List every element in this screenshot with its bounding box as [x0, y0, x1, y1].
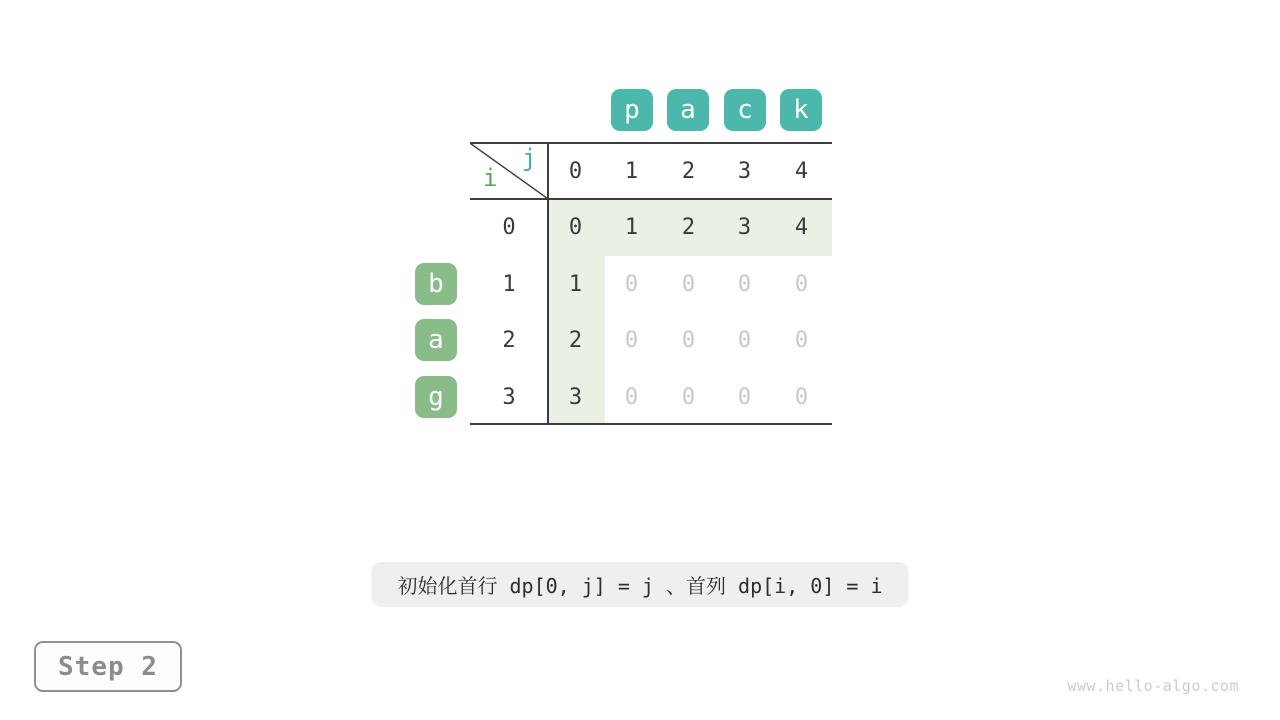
- char-tile-col-c: [724, 89, 766, 131]
- dp-cell-0-2: 2: [681, 214, 696, 240]
- caption: 初始化首行 dp[0, j] = j 、首列 dp[i, 0] = i: [371, 562, 908, 607]
- col-header-2: 2: [681, 158, 696, 184]
- dp-cell-2-4: 0: [794, 327, 809, 353]
- dp-cell-3-0: 3: [568, 384, 583, 410]
- dp-cell-1-2: 0: [681, 271, 696, 297]
- dp-cell-2-2: 0: [681, 327, 696, 353]
- char-tile-label: k: [793, 95, 809, 125]
- char-tile-label: a: [428, 325, 444, 355]
- char-tile-row-b: [415, 263, 457, 305]
- dp-cell-0-1: 1: [624, 214, 639, 240]
- dp-cell-2-1: 0: [624, 327, 639, 353]
- char-tile-label: g: [428, 382, 444, 412]
- row-index-1: 1: [502, 271, 516, 297]
- dp-cell-3-2: 0: [681, 384, 696, 410]
- dp-cell-1-1: 0: [624, 271, 639, 297]
- col-header-0: 0: [568, 158, 583, 184]
- axis-label-i: i: [483, 164, 498, 192]
- char-tile-label: c: [737, 95, 753, 125]
- axis-label-j: j: [522, 144, 537, 172]
- row-index-2: 2: [502, 327, 516, 353]
- dp-cell-1-4: 0: [794, 271, 809, 297]
- step-badge: Step 2: [34, 641, 182, 692]
- char-tile-label: p: [624, 95, 640, 125]
- col-header-4: 4: [794, 158, 809, 184]
- dp-cell-3-3: 0: [737, 384, 752, 410]
- dp-cell-1-3: 0: [737, 271, 752, 297]
- char-tile-col-a: [667, 89, 709, 131]
- watermark: www.hello-algo.com: [1067, 677, 1239, 695]
- dp-cell-0-3: 3: [737, 214, 752, 240]
- col-header-3: 3: [737, 158, 752, 184]
- dp-cell-1-0: 1: [568, 271, 583, 297]
- dp-cell-3-1: 0: [624, 384, 639, 410]
- col-header-1: 1: [624, 158, 639, 184]
- row-index-3: 3: [502, 384, 516, 410]
- dp-cell-2-3: 0: [737, 327, 752, 353]
- char-tile-row-a: [415, 319, 457, 361]
- char-tile-col-p: [611, 89, 653, 131]
- dp-cell-0-4: 4: [794, 214, 809, 240]
- row-index-0: 0: [502, 214, 516, 240]
- char-tile-col-k: [780, 89, 822, 131]
- dp-cell-0-0: 0: [568, 214, 583, 240]
- dp-cell-2-0: 2: [568, 327, 583, 353]
- char-tile-row-g: [415, 376, 457, 418]
- dp-cell-3-4: 0: [794, 384, 809, 410]
- char-tile-label: b: [428, 269, 444, 299]
- char-tile-label: a: [680, 95, 696, 125]
